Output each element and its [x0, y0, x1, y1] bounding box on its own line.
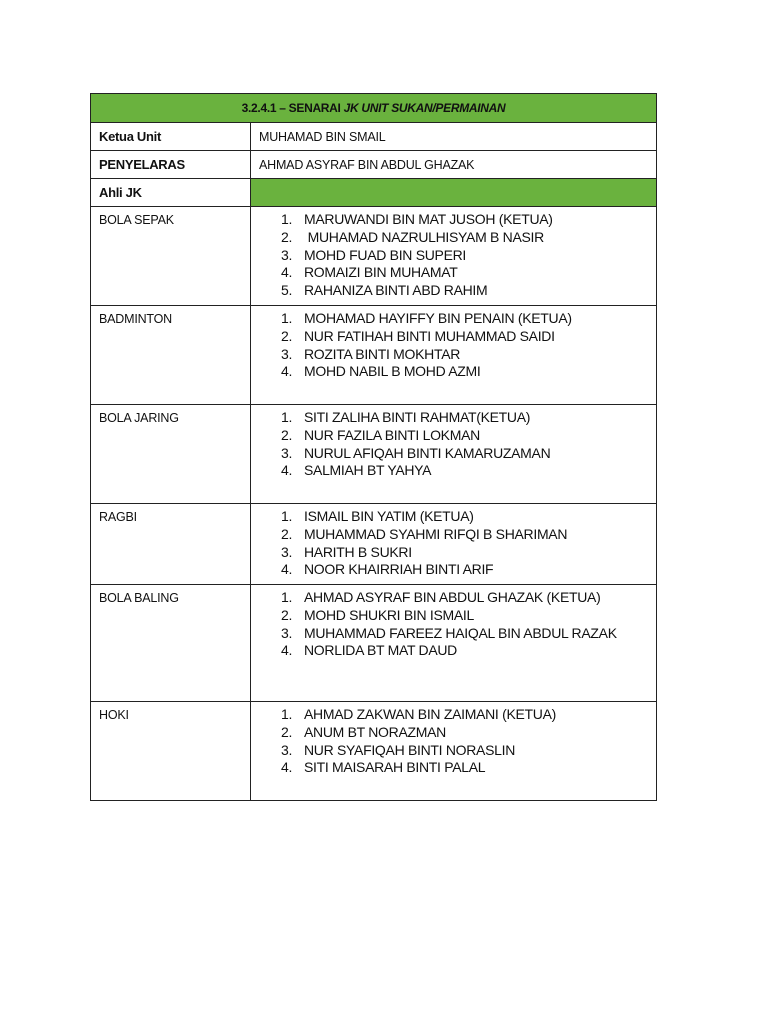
member-item — [251, 363, 656, 381]
sport-members-cell — [251, 207, 657, 306]
member-name: NUR FAZILA BINTI LOKMAN — [304, 426, 480, 443]
sport-members-cell — [251, 585, 657, 702]
member-name: MUHAMMAD SYAHMI RIFQI B SHARIMAN — [304, 525, 568, 542]
member-item — [251, 282, 656, 300]
sport-name: HOKI — [91, 702, 251, 801]
ketua-unit-row — [91, 123, 657, 151]
member-name: MARUWANDI BIN MAT JUSOH (KETUA) — [304, 211, 553, 227]
sport-name: BOLA SEPAK — [91, 207, 251, 306]
member-name: ANUM BT NORAZMAN — [304, 723, 446, 740]
ahli-jk-row — [91, 179, 657, 207]
member-item — [251, 328, 656, 346]
sport-row — [91, 702, 657, 801]
sport-members-cell — [251, 306, 657, 405]
sport-members-cell — [251, 504, 657, 585]
member-item — [251, 409, 656, 427]
member-item — [251, 346, 656, 364]
member-item — [251, 526, 656, 544]
sport-row — [91, 504, 657, 585]
member-number: 3. — [281, 246, 293, 263]
member-name: ROZITA BINTI MOKHTAR — [304, 345, 461, 362]
member-item — [251, 462, 656, 480]
member-item — [251, 247, 656, 265]
member-name: AHMAD ZAKWAN BIN ZAIMANI (KETUA) — [304, 706, 557, 722]
table-title-prefix: 3.2.4.1 – SENARAI — [241, 101, 344, 115]
member-number: 2. — [281, 228, 293, 245]
member-number: 3. — [281, 543, 293, 560]
member-list — [251, 405, 656, 480]
member-list — [251, 585, 656, 660]
sport-row — [91, 585, 657, 702]
member-item — [251, 229, 656, 247]
member-item — [251, 310, 656, 328]
member-item — [251, 427, 656, 445]
sport-members-cell — [251, 702, 657, 801]
member-name: AHMAD ASYRAF BIN ABDUL GHAZAK (KETUA) — [304, 589, 601, 605]
member-item — [251, 508, 656, 526]
member-number: 2. — [281, 606, 293, 623]
member-number: 3. — [281, 444, 293, 461]
ahli-jk-label: Ahli JK — [91, 179, 251, 207]
member-number: 1. — [281, 310, 293, 326]
member-name: MUHAMMAD FAREEZ HAIQAL BIN ABDUL RAZAK — [304, 624, 617, 641]
member-number: 3. — [281, 741, 293, 758]
member-name: SITI ZALIHA BINTI RAHMAT(KETUA) — [304, 409, 531, 425]
member-name: MUHAMAD NAZRULHISYAM B NASIR — [304, 228, 544, 245]
member-item — [251, 706, 656, 724]
sport-name: RAGBI — [91, 504, 251, 585]
member-name: NOOR KHAIRRIAH BINTI ARIF — [304, 561, 494, 578]
table-title — [91, 94, 657, 123]
penyelaras-label: PENYELARAS — [91, 151, 251, 179]
member-name: RAHANIZA BINTI ABD RAHIM — [304, 282, 488, 299]
sport-row — [91, 207, 657, 306]
committee-table — [90, 93, 657, 801]
sport-name: BOLA JARING — [91, 405, 251, 504]
member-number: 1. — [281, 409, 293, 425]
member-list — [251, 306, 656, 381]
member-name: NURUL AFIQAH BINTI KAMARUZAMAN — [304, 444, 551, 461]
member-number: 4. — [281, 759, 293, 776]
member-number: 2. — [281, 723, 293, 740]
ahli-jk-header-fill — [251, 179, 657, 207]
sport-name: BADMINTON — [91, 306, 251, 405]
member-item — [251, 561, 656, 579]
ketua-unit-label: Ketua Unit — [91, 123, 251, 151]
member-item — [251, 642, 656, 660]
member-number: 2. — [281, 327, 293, 344]
table-title-italic: JK UNIT SUKAN/PERMAINAN — [343, 101, 506, 115]
member-item — [251, 742, 656, 760]
member-number: 1. — [281, 589, 293, 605]
sport-row — [91, 405, 657, 504]
member-name: NORLIDA BT MAT DAUD — [304, 642, 457, 659]
member-name: SALMIAH BT YAHYA — [304, 462, 432, 479]
member-name: NUR FATIHAH BINTI MUHAMMAD SAIDI — [304, 327, 555, 344]
penyelaras-row — [91, 151, 657, 179]
member-item — [251, 625, 656, 643]
member-number: 5. — [281, 282, 293, 299]
member-number: 1. — [281, 508, 293, 524]
member-name: NUR SYAFIQAH BINTI NORASLIN — [304, 741, 516, 758]
member-number: 1. — [281, 211, 293, 227]
member-list — [251, 504, 656, 579]
member-name: MOHD NABIL B MOHD AZMI — [304, 363, 481, 380]
member-item — [251, 211, 656, 229]
member-list — [251, 702, 656, 777]
ketua-unit-value: MUHAMAD BIN SMAIL — [251, 123, 657, 151]
sports-section — [91, 207, 657, 801]
member-item — [251, 589, 656, 607]
member-number: 2. — [281, 525, 293, 542]
member-item — [251, 724, 656, 742]
penyelaras-value: AHMAD ASYRAF BIN ABDUL GHAZAK — [251, 151, 657, 179]
member-number: 4. — [281, 462, 293, 479]
member-number: 4. — [281, 264, 293, 281]
member-number: 1. — [281, 706, 293, 722]
member-name: MOHD SHUKRI BIN ISMAIL — [304, 606, 474, 623]
member-item — [251, 544, 656, 562]
member-list — [251, 207, 656, 300]
member-name: ISMAIL BIN YATIM (KETUA) — [304, 508, 474, 524]
member-name: SITI MAISARAH BINTI PALAL — [304, 759, 486, 776]
member-name: MOHAMAD HAYIFFY BIN PENAIN (KETUA) — [304, 310, 572, 326]
member-item — [251, 445, 656, 463]
member-number: 4. — [281, 642, 293, 659]
member-item — [251, 264, 656, 282]
member-name: ROMAIZI BIN MUHAMAT — [304, 264, 458, 281]
member-item — [251, 607, 656, 625]
member-name: HARITH B SUKRI — [304, 543, 412, 560]
member-name: MOHD FUAD BIN SUPERI — [304, 246, 467, 263]
sport-row — [91, 306, 657, 405]
member-item — [251, 759, 656, 777]
sport-name: BOLA BALING — [91, 585, 251, 702]
sport-members-cell — [251, 405, 657, 504]
member-number: 3. — [281, 624, 293, 641]
member-number: 4. — [281, 561, 293, 578]
member-number: 2. — [281, 426, 293, 443]
member-number: 3. — [281, 345, 293, 362]
member-number: 4. — [281, 363, 293, 380]
